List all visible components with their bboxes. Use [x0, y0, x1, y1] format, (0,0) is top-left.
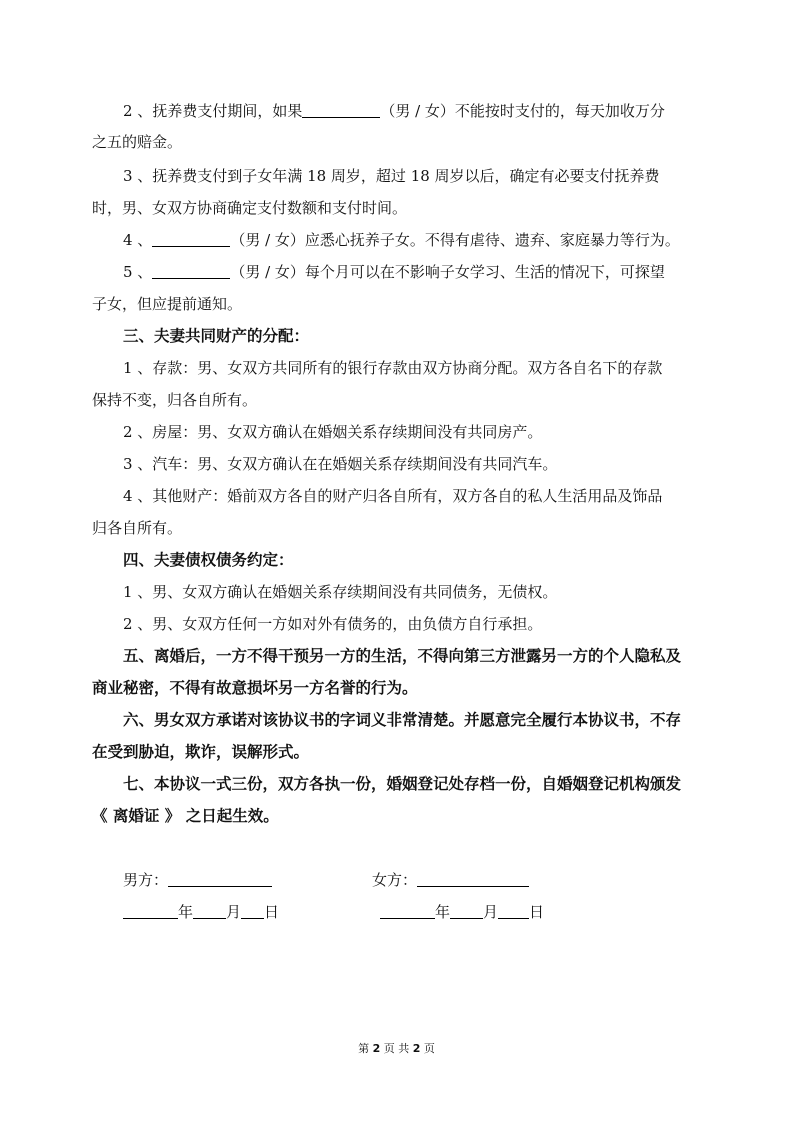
year-blank: [380, 903, 435, 919]
child-support-item-4: 4 、 （男 / 女）应悉心抚养子女。不得有虐待、遗弃、家庭暴力等行为。: [123, 231, 680, 249]
section-6-cont: 在受到胁迫，欺诈，误解形式。: [92, 742, 310, 761]
section-7-cont: 《 离婚证 》 之日起生效。: [92, 806, 279, 825]
child-support-item-3-cont: 时，男、女双方协商确定支付数额和支付时间。: [92, 199, 408, 217]
signature-line: [168, 871, 272, 887]
section-6: 六、男女双方承诺对该协议书的字词义非常清楚。并愿意完全履行本协议书，不存: [123, 710, 682, 729]
section-7: 七、本协议一式三份，双方各执一份，婚姻登记处存档一份，自婚姻登记机构颁发: [123, 774, 682, 793]
child-support-item-3: 3 、抚养费支付到子女年满 18 周岁，超过 18 周岁以后，确定有必要支付抚养费: [123, 167, 660, 185]
debt-item-2: 2 、男、女双方任何一方如对外有债务的，由负债方自行承担。: [123, 615, 543, 633]
debt-item-1: 1 、男、女双方确认在婚姻关系存续期间没有共同债务，无债权。: [123, 583, 558, 601]
section-5: 五、离婚后，一方不得干预另一方的生活，不得向第三方泄露另一方的个人隐私及: [123, 646, 682, 665]
property-item-1-cont: 保持不变，归各自所有。: [92, 391, 258, 409]
property-item-1: 1 、存款：男、女双方共同所有的银行存款由双方协商分配。双方各自名下的存款: [123, 359, 663, 377]
month-blank: [450, 903, 483, 919]
section-4-heading: 四、夫妻债权债务约定：: [123, 550, 294, 569]
property-item-4: 4 、其他财产：婚前双方各自的财产归各自所有，双方各自的私人生活用品及饰品: [123, 487, 663, 505]
property-item-4-cont: 归各自所有。: [92, 519, 183, 537]
child-support-item-5: 5 、 （男 / 女）每个月可以在不影响子女学习、生活的情况下，可探望: [123, 263, 665, 281]
page-footer: 第 2 页 共 2 页: [358, 1042, 435, 1055]
year-blank: [123, 903, 178, 919]
section-5-cont: 商业秘密，不得有故意损坏另一方名誉的行为。: [92, 678, 418, 697]
blank-underline: [152, 231, 230, 247]
day-blank: [498, 903, 529, 919]
blank-underline: [152, 263, 230, 279]
female-date: 年 月 日: [380, 902, 544, 922]
male-date: 年 月 日: [123, 902, 279, 922]
property-item-3: 3 、汽车：男、女双方确认在在婚姻关系存续期间没有共同汽车。: [123, 455, 558, 473]
blank-underline: [302, 102, 380, 118]
female-signature: 女方：: [372, 870, 529, 890]
property-item-2: 2 、房屋：男、女双方确认在婚姻关系存续期间没有共同房产。: [123, 423, 543, 441]
day-blank: [241, 903, 264, 919]
section-3-heading: 三、夫妻共同财产的分配：: [123, 326, 310, 345]
current-page-number: 2: [372, 1042, 381, 1055]
total-page-number: 2: [412, 1042, 421, 1055]
male-signature: 男方：: [123, 870, 272, 890]
month-blank: [193, 903, 226, 919]
signature-line: [417, 871, 529, 887]
child-support-item-2: 2 、抚养费支付期间，如果 （男 / 女）不能按时支付的，每天加收万分: [123, 102, 665, 120]
child-support-item-2-cont: 之五的赔金。: [92, 133, 183, 151]
child-support-item-5-cont: 子女，但应提前通知。: [92, 295, 243, 313]
